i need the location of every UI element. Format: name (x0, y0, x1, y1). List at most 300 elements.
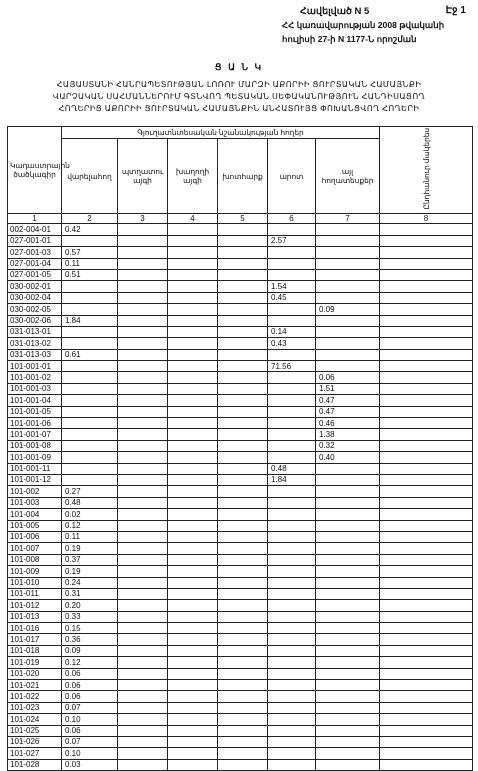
area-cell (268, 668, 316, 679)
area-cell (218, 736, 268, 747)
area-cell (218, 395, 268, 406)
area-cell (218, 531, 268, 542)
area-cell: 0.03 (62, 759, 118, 770)
cadastral-code-cell: 101-021 (8, 680, 62, 691)
area-cell (380, 315, 473, 326)
area-cell (118, 395, 168, 406)
subtitle-line-3: ՀՈՂԵՐԻՑ ԱՔՈՐԻԻ ՑՈՒՐՏԱԿԱՆ ՀԱՄԱՅՆՔԻՆ ԱՆՀԱՏՈՒՅՑ ՓՈԽԱՆՑՎՈՂ ՀՈՂԵՐԻ (58, 104, 420, 113)
area-cell (316, 475, 380, 486)
area-cell (168, 600, 218, 611)
table-row (8, 269, 473, 280)
annex-label: Հավելված N 5 (300, 6, 370, 17)
area-cell (316, 235, 380, 246)
cadastral-code-cell: 002-004-01 (8, 224, 62, 235)
cadastral-code-cell: 101-011 (8, 588, 62, 599)
area-cell (118, 452, 168, 463)
area-cell: 1.54 (268, 281, 316, 292)
area-cell (168, 702, 218, 713)
column-number: 6 (268, 214, 316, 224)
area-cell (218, 497, 268, 508)
area-cell: 0.14 (268, 326, 316, 337)
area-cell (168, 235, 218, 246)
area-cell (168, 292, 218, 303)
area-cell (268, 440, 316, 451)
area-cell (168, 463, 218, 474)
area-cell (268, 657, 316, 668)
area-cell (380, 543, 473, 554)
area-cell (62, 361, 118, 372)
table-row (8, 736, 473, 747)
area-cell (218, 714, 268, 725)
cadastral-code-cell: 101-019 (8, 657, 62, 668)
area-cell: 1.84 (62, 315, 118, 326)
area-cell (380, 611, 473, 622)
area-cell: 0.06 (62, 691, 118, 702)
area-cell: 0.37 (62, 554, 118, 565)
area-cell (168, 429, 218, 440)
page-number: Էջ 1 (445, 5, 466, 16)
area-cell: 0.48 (268, 463, 316, 474)
col-header-arable: վարելահող (62, 139, 118, 214)
area-cell (380, 224, 473, 235)
area-cell: 0.06 (62, 668, 118, 679)
annex-date-line: հուլիսի 27-ի N 1177-Ն որոշման (282, 34, 417, 44)
column-number: 1 (8, 214, 62, 224)
area-cell (118, 315, 168, 326)
area-cell: 0.12 (62, 520, 118, 531)
area-cell (316, 497, 380, 508)
area-cell (218, 691, 268, 702)
table-row (8, 702, 473, 713)
area-cell (218, 577, 268, 588)
column-number: 7 (316, 214, 380, 224)
area-cell (380, 668, 473, 679)
area-cell: 0.19 (62, 543, 118, 554)
cadastral-code-cell: 101-007 (8, 543, 62, 554)
area-cell (118, 611, 168, 622)
table-row (8, 634, 473, 645)
area-cell (62, 395, 118, 406)
area-cell (118, 497, 168, 508)
area-cell (168, 577, 218, 588)
col-header-other-lands: այլ հողատեսքեր (316, 139, 380, 214)
area-cell (118, 725, 168, 736)
area-cell (168, 691, 218, 702)
cadastral-code-cell: 031-013-03 (8, 349, 62, 360)
area-cell: 0.46 (316, 418, 380, 429)
cadastral-code-cell: 101-010 (8, 577, 62, 588)
table-row (8, 395, 473, 406)
area-cell (168, 326, 218, 337)
area-cell (268, 418, 316, 429)
table-row (8, 623, 473, 634)
area-cell (168, 680, 218, 691)
area-cell (168, 269, 218, 280)
area-cell (268, 736, 316, 747)
area-cell (218, 645, 268, 656)
area-cell (118, 258, 168, 269)
area-cell (62, 406, 118, 417)
area-cell (268, 725, 316, 736)
table-row (8, 759, 473, 770)
area-cell (218, 588, 268, 599)
cadastral-code-cell: 101-001-01 (8, 361, 62, 372)
area-cell (268, 224, 316, 235)
area-cell (118, 736, 168, 747)
area-cell (268, 349, 316, 360)
area-cell (118, 418, 168, 429)
area-cell: 0.07 (62, 736, 118, 747)
area-cell (268, 748, 316, 759)
area-cell (168, 543, 218, 554)
area-cell: 0.47 (316, 395, 380, 406)
area-cell (380, 247, 473, 258)
area-cell (380, 395, 473, 406)
area-cell (380, 452, 473, 463)
area-cell (380, 349, 473, 360)
area-cell (118, 531, 168, 542)
area-cell (168, 554, 218, 565)
area-cell (380, 383, 473, 394)
table-row (8, 383, 473, 394)
cadastral-code-cell: 101-001-09 (8, 452, 62, 463)
area-cell (168, 383, 218, 394)
area-cell (218, 406, 268, 417)
area-cell (380, 623, 473, 634)
area-cell (218, 349, 268, 360)
area-cell (268, 247, 316, 258)
area-cell (118, 509, 168, 520)
area-cell: 0.43 (268, 338, 316, 349)
column-number: 8 (380, 214, 473, 224)
area-cell (168, 338, 218, 349)
area-cell (316, 258, 380, 269)
table-row (8, 554, 473, 565)
area-cell (168, 452, 218, 463)
area-cell (380, 440, 473, 451)
area-cell (380, 304, 473, 315)
subtitle-line-2: ՎԱՐՉԱԿԱՆ ՍԱՀՄԱՆՆԵՐՈՒՄ ԳՏՆՎՈՂ ՊԵՏԱԿԱՆ ՍԵՓԱԿԱՆՈՒԹՅՈՒՆ ՀԱՆԴԻՍԱՑՈՂ (52, 92, 426, 101)
table-row (8, 247, 473, 258)
area-cell (218, 326, 268, 337)
area-cell (118, 759, 168, 770)
area-cell (316, 281, 380, 292)
area-cell (218, 623, 268, 634)
column-number: 5 (218, 214, 268, 224)
area-cell (380, 463, 473, 474)
area-cell: 0.45 (268, 292, 316, 303)
area-cell (316, 748, 380, 759)
area-cell: 0.06 (316, 372, 380, 383)
area-cell: 0.09 (62, 645, 118, 656)
cadastral-code-cell: 101-025 (8, 725, 62, 736)
area-cell (380, 748, 473, 759)
area-cell (218, 748, 268, 759)
area-cell (316, 668, 380, 679)
area-cell (118, 600, 168, 611)
table-row (8, 577, 473, 588)
area-cell (218, 292, 268, 303)
area-cell (168, 668, 218, 679)
area-cell (168, 224, 218, 235)
table-row (8, 452, 473, 463)
cadastral-code-cell: 030-002-04 (8, 292, 62, 303)
area-cell (380, 566, 473, 577)
area-cell (168, 623, 218, 634)
cadastral-code-cell: 101-001-06 (8, 418, 62, 429)
area-cell (316, 349, 380, 360)
area-cell (218, 418, 268, 429)
area-cell (316, 247, 380, 258)
area-cell (218, 463, 268, 474)
area-cell (168, 497, 218, 508)
table-row (8, 486, 473, 497)
area-cell (316, 634, 380, 645)
table-row (8, 418, 473, 429)
area-cell: 0.24 (62, 577, 118, 588)
area-cell (62, 440, 118, 451)
area-cell (168, 247, 218, 258)
area-cell: 1.51 (316, 383, 380, 394)
table-row (8, 600, 473, 611)
col-header-vineyard: խաղողի այգի (168, 139, 218, 214)
area-cell (268, 588, 316, 599)
table-row (8, 714, 473, 725)
area-cell (268, 315, 316, 326)
area-cell (62, 235, 118, 246)
area-cell (168, 520, 218, 531)
area-cell (268, 714, 316, 725)
area-cell (118, 440, 168, 451)
table-row (8, 509, 473, 520)
area-cell (380, 429, 473, 440)
area-cell (380, 326, 473, 337)
area-cell (268, 577, 316, 588)
area-cell (218, 372, 268, 383)
area-cell (218, 224, 268, 235)
area-cell (380, 691, 473, 702)
area-cell: 0.06 (62, 680, 118, 691)
area-cell (316, 714, 380, 725)
area-cell (316, 543, 380, 554)
area-cell (118, 680, 168, 691)
annex-decree-line: ՀՀ կառավարության 2008 թվականի (282, 20, 445, 30)
area-cell: 0.10 (62, 714, 118, 725)
table-row (8, 326, 473, 337)
area-cell (62, 292, 118, 303)
area-cell (118, 668, 168, 679)
area-cell (62, 281, 118, 292)
cadastral-code-cell: 027-001-05 (8, 269, 62, 280)
area-cell (316, 486, 380, 497)
area-cell (118, 554, 168, 565)
area-cell (316, 338, 380, 349)
area-cell (62, 475, 118, 486)
area-cell (62, 383, 118, 394)
table-row (8, 566, 473, 577)
area-cell (316, 702, 380, 713)
area-cell (118, 645, 168, 656)
area-cell (118, 520, 168, 531)
area-cell (380, 554, 473, 565)
table-row (8, 349, 473, 360)
table-row (8, 611, 473, 622)
area-cell (218, 611, 268, 622)
area-cell (218, 338, 268, 349)
area-cell (380, 702, 473, 713)
area-cell (118, 269, 168, 280)
area-cell (268, 520, 316, 531)
area-cell: 0.06 (62, 725, 118, 736)
area-cell (316, 520, 380, 531)
area-cell (316, 315, 380, 326)
table-row (8, 338, 473, 349)
cadastral-code-cell: 031-013-01 (8, 326, 62, 337)
area-cell (118, 292, 168, 303)
area-cell (268, 452, 316, 463)
area-cell (380, 714, 473, 725)
area-cell: 1.84 (268, 475, 316, 486)
area-cell (118, 383, 168, 394)
table-row (8, 645, 473, 656)
area-cell (268, 680, 316, 691)
area-cell: 0.20 (62, 600, 118, 611)
table-row (8, 429, 473, 440)
area-cell (218, 486, 268, 497)
area-cell (316, 725, 380, 736)
col-header-total-area: Ընդհանուր մակերես (380, 127, 473, 214)
area-cell (118, 235, 168, 246)
group-header-agricultural: Գյուղատնտեսական նշանակության հողեր (62, 127, 380, 139)
area-cell (118, 748, 168, 759)
table-row (8, 463, 473, 474)
area-cell (218, 680, 268, 691)
cadastral-code-cell: 101-001-03 (8, 383, 62, 394)
cadastral-code-cell: 101-001-12 (8, 475, 62, 486)
area-cell (118, 349, 168, 360)
area-cell (380, 645, 473, 656)
area-cell (168, 725, 218, 736)
area-cell (118, 338, 168, 349)
area-cell (168, 372, 218, 383)
area-cell (268, 486, 316, 497)
table-row (8, 258, 473, 269)
area-cell (316, 269, 380, 280)
area-cell (62, 452, 118, 463)
area-cell (118, 588, 168, 599)
area-cell (316, 611, 380, 622)
cadastral-code-cell: 101-020 (8, 668, 62, 679)
area-cell (380, 600, 473, 611)
cadastral-code-cell: 101-005 (8, 520, 62, 531)
area-cell (218, 258, 268, 269)
table-row (8, 315, 473, 326)
table-row (8, 475, 473, 486)
area-cell (218, 520, 268, 531)
cadastral-code-cell: 101-023 (8, 702, 62, 713)
cadastral-code-cell: 101-006 (8, 531, 62, 542)
table-row (8, 235, 473, 246)
cadastral-code-cell: 101-001-05 (8, 406, 62, 417)
area-cell (316, 292, 380, 303)
area-cell (380, 509, 473, 520)
area-cell (268, 600, 316, 611)
area-cell (316, 657, 380, 668)
table-row (8, 520, 473, 531)
area-cell (380, 361, 473, 372)
area-cell (168, 440, 218, 451)
area-cell (268, 566, 316, 577)
area-cell (380, 235, 473, 246)
area-cell (218, 361, 268, 372)
area-cell (168, 395, 218, 406)
area-cell (118, 702, 168, 713)
area-cell (380, 269, 473, 280)
area-cell: 0.19 (62, 566, 118, 577)
area-cell: 0.11 (62, 531, 118, 542)
area-cell (218, 600, 268, 611)
area-cell (380, 372, 473, 383)
area-cell (380, 418, 473, 429)
area-cell (268, 531, 316, 542)
area-cell (168, 657, 218, 668)
cadastral-code-cell: 101-027 (8, 748, 62, 759)
area-cell (268, 634, 316, 645)
area-cell (380, 588, 473, 599)
area-cell (316, 463, 380, 474)
area-cell (380, 520, 473, 531)
area-cell (316, 680, 380, 691)
area-cell (380, 497, 473, 508)
table-row (8, 292, 473, 303)
area-cell (268, 406, 316, 417)
column-number: 3 (118, 214, 168, 224)
subtitle-line-1: ՀԱՅԱՍՏԱՆԻ ՀԱՆՐԱՊԵՏՈՒԹՅԱՆ ԼՈՌՈՒ ՄԱՐԶԻ ԱՔՈՐԻԻ ՑՈՒՐՏԱԿԱՆ ՀԱՄԱՅՆՔԻ (56, 80, 422, 89)
area-cell (316, 691, 380, 702)
area-cell (168, 748, 218, 759)
area-cell (316, 600, 380, 611)
area-cell (316, 577, 380, 588)
area-cell (268, 304, 316, 315)
area-cell: 0.32 (316, 440, 380, 451)
cadastral-code-cell: 101-001-02 (8, 372, 62, 383)
column-number: 4 (168, 214, 218, 224)
land-table (7, 126, 473, 771)
cadastral-code-cell: 101-017 (8, 634, 62, 645)
area-cell (316, 645, 380, 656)
table-row (8, 304, 473, 315)
table-row (8, 725, 473, 736)
area-cell (118, 475, 168, 486)
table-row (8, 680, 473, 691)
cadastral-code-cell: 031-013-02 (8, 338, 62, 349)
area-cell: 0.36 (62, 634, 118, 645)
area-cell (316, 736, 380, 747)
area-cell (168, 361, 218, 372)
column-number-row (8, 214, 473, 224)
table-row (8, 224, 473, 235)
table-row (8, 668, 473, 679)
area-cell (268, 759, 316, 770)
area-cell: 0.40 (316, 452, 380, 463)
area-cell (168, 611, 218, 622)
column-number: 2 (62, 214, 118, 224)
area-cell (168, 258, 218, 269)
area-cell (168, 304, 218, 315)
area-cell (118, 304, 168, 315)
area-cell (380, 406, 473, 417)
area-cell: 0.10 (62, 748, 118, 759)
